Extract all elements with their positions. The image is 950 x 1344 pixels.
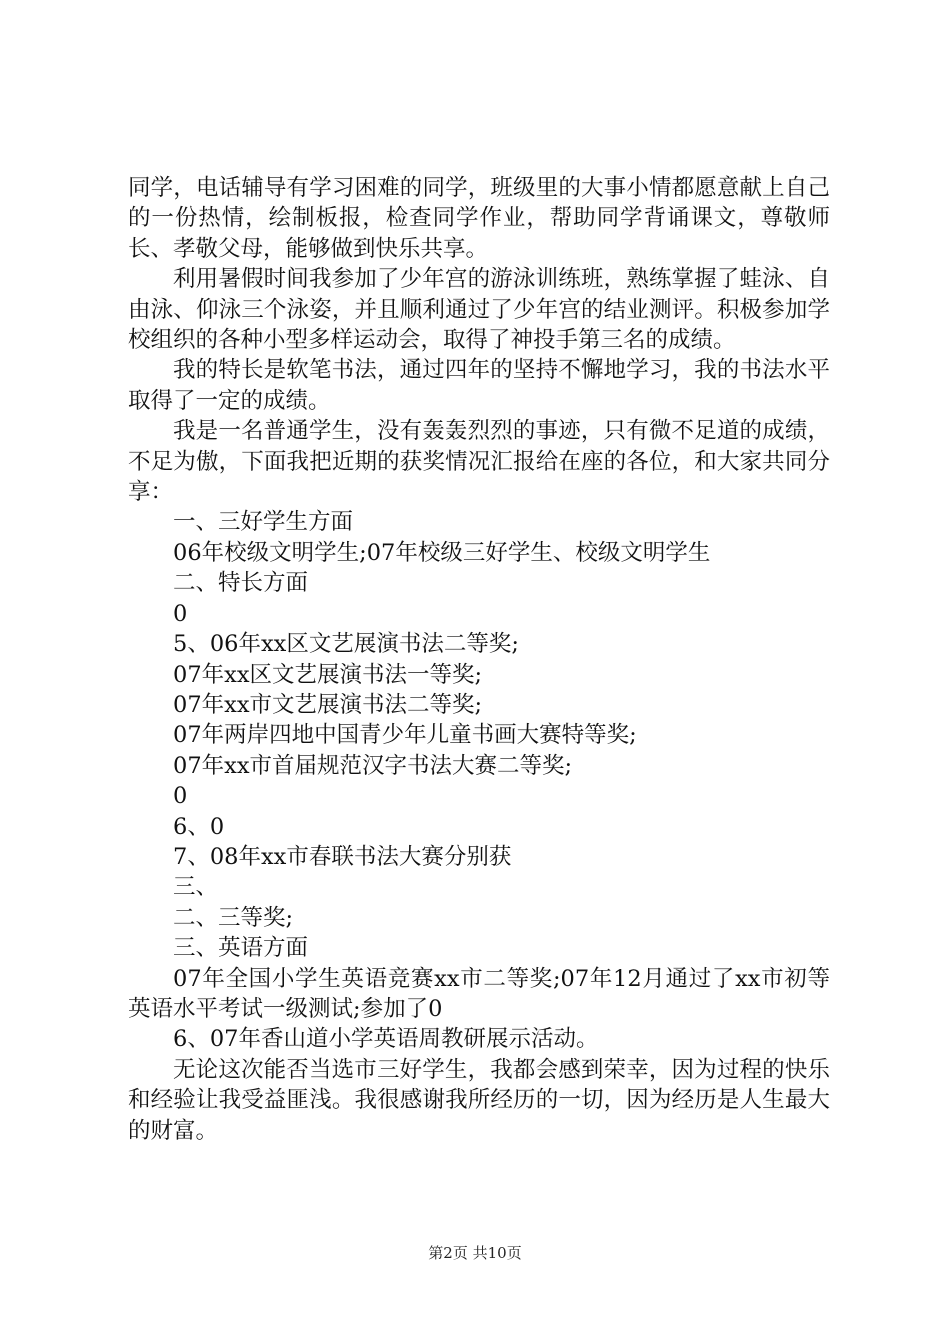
paragraph-english-awards: 07年全国小学生英语竞赛xx市二等奖;07年12月通过了xx市初等英语水平考试一级测试;参加了0 <box>128 965 830 1022</box>
list-item: 07年两岸四地中国青少年儿童书画大赛特等奖; <box>173 722 637 749</box>
list-item: 5、06年xx区文艺展演书法二等奖; <box>173 631 519 658</box>
list-item: 07年xx区文艺展演书法一等奖; <box>173 661 483 688</box>
document-body <box>128 173 830 1146</box>
list-item: 07年xx市文艺展演书法二等奖; <box>173 691 483 718</box>
list-item: 二、三等奖; <box>173 904 294 931</box>
paragraph-swimming: 利用暑假时间我参加了少年宫的游泳训练班，熟练掌握了蛙泳、自由泳、仰泳三个泳姿，并且顺利通过了少年宫的结业测评。积极参加学校组织的各种小型多样运动会，取得了神投手第三名的成绩。 <box>128 266 830 354</box>
paragraph-closing: 无论这次能否当选市三好学生，我都会感到荣幸，因为过程的快乐和经验让我受益匪浅。我很感谢我所经历的一切，因为经历是人生最大的财富。 <box>128 1056 830 1144</box>
heading-specialty: 二、特长方面 <box>173 570 309 597</box>
paragraph-calligraphy: 我的特长是软笔书法，通过四年的坚持不懈地学习，我的书法水平取得了一定的成绩。 <box>128 357 830 414</box>
heading-english: 三、英语方面 <box>173 935 309 962</box>
page-footer: 第2页 共10页 <box>428 1244 522 1262</box>
list-item: 6、0 <box>173 813 225 840</box>
list-item: 三、 <box>173 874 219 901</box>
paragraph-awards-intro: 我是一名普通学生，没有轰轰烈烈的事迹，只有微不足道的成绩，不足为傲，下面我把近期的获奖情况汇报给在座的各位，和大家共同分享： <box>128 418 830 506</box>
list-item: 7、08年xx市春联书法大赛分别获 <box>173 843 512 870</box>
list-item: 0 <box>173 600 188 627</box>
list-item: 6、07年香山道小学英语周教研展示活动。 <box>173 1026 599 1053</box>
list-item: 07年xx市首届规范汉字书法大赛二等奖; <box>173 752 573 779</box>
heading-merit-student: 一、三好学生方面 <box>173 509 354 536</box>
list-item: 06年校级文明学生;07年校级三好学生、校级文明学生 <box>173 539 711 566</box>
paragraph-helping-classmates: 同学，电话辅导有学习困难的同学，班级里的大事小情都愿意献上自己的一份热情，绘制板报，检查同学作业，帮助同学背诵课文，尊敬师长、孝敬父母，能够做到快乐共享。 <box>128 175 830 262</box>
list-item: 0 <box>173 783 188 810</box>
